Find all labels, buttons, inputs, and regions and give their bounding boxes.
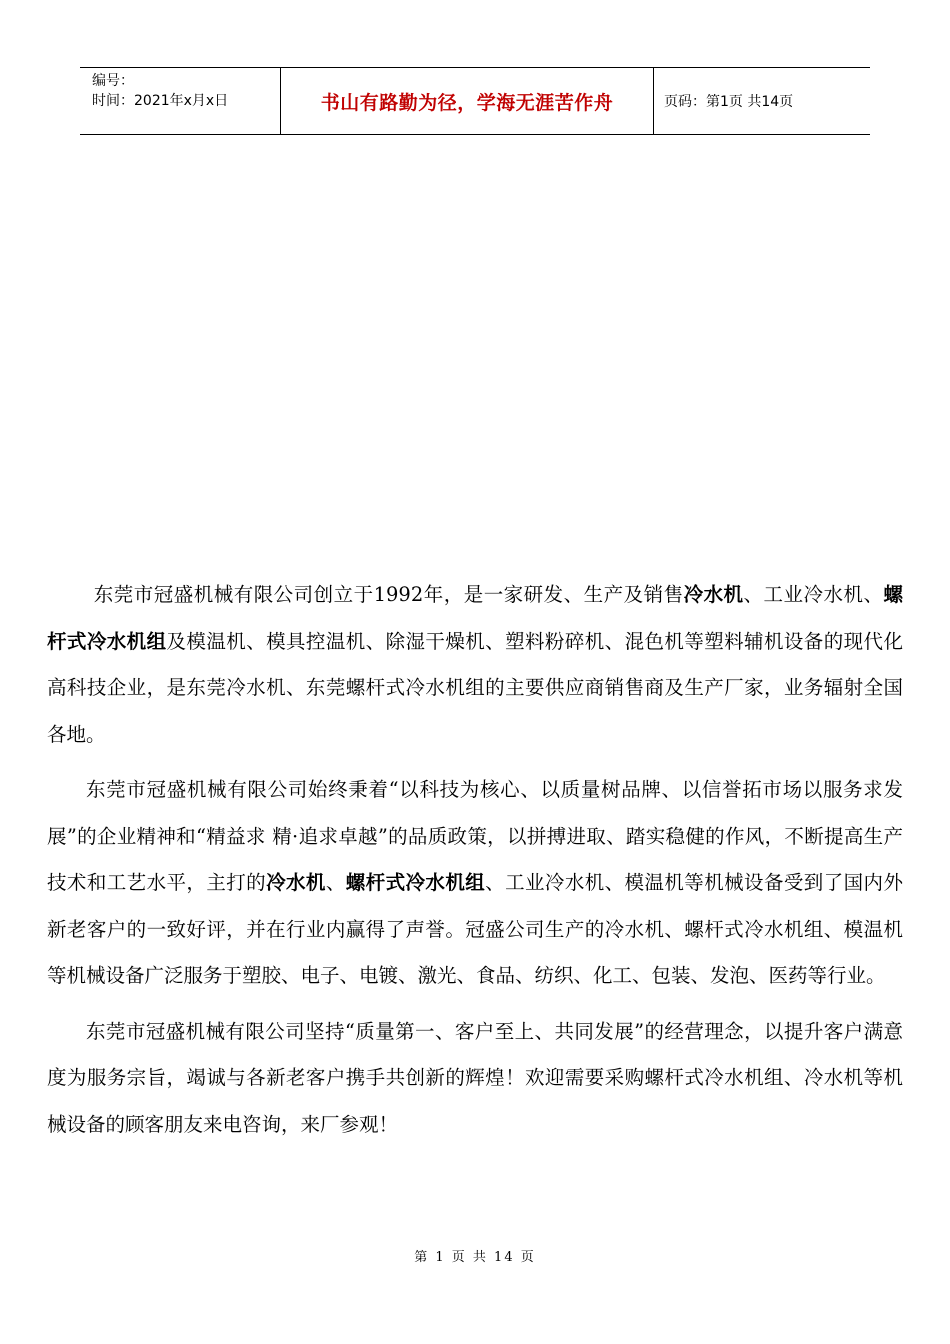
page-info: 页码：第1页 共14页 xyxy=(664,94,794,110)
document-body xyxy=(47,572,903,1157)
page-footer: 第 1 页 共 14 页 xyxy=(414,1250,536,1265)
motto-text: 书山有路勤为径，学海无涯苦作舟 xyxy=(320,91,614,114)
bold-keyword: 螺杆式冷水机组 xyxy=(47,583,903,653)
text-segment: 、工业冷水机、 xyxy=(743,583,884,606)
text-segment: 东莞市冠盛机械有限公司创立于1992年，是一家研发、生产及销售 xyxy=(93,583,684,606)
paragraph-2 xyxy=(47,767,903,1000)
date-label: 时间：2021年x月x日 xyxy=(92,93,229,109)
paragraph-1 xyxy=(47,572,903,758)
text-segment: 、 xyxy=(325,871,346,894)
paragraph-3 xyxy=(47,1009,903,1149)
serial-label: 编号： xyxy=(92,73,134,89)
header-table xyxy=(80,67,870,135)
text-segment: 及模温机、模具控温机、除湿干燥机、塑料粉碎机、混色机等塑料辅机设备的现代化高科技企业，是东莞冷水机、东莞螺杆式冷水机组的主要供应商销售商及生产厂家，业务辐射全国各地。 xyxy=(47,629,903,746)
bold-keyword: 冷水机 xyxy=(266,871,326,894)
header-page-cell xyxy=(654,68,870,134)
header-meta-cell xyxy=(80,68,281,134)
header-motto-cell xyxy=(281,68,654,134)
text-segment: 东莞市冠盛机械有限公司始终秉着“以科技为核心、以质量树品牌、以信誉拓市场以服务求发展”的企业精神和“精益求 精·追求卓越”的品质政策，以拼搏进取、踏实稳健的作风，不断提高生产技术和工艺水平，主打的 xyxy=(47,778,903,894)
bold-keyword: 冷水机 xyxy=(683,583,744,606)
bold-keyword: 螺杆式冷水机组 xyxy=(345,871,486,894)
text-segment: 东莞市冠盛机械有限公司坚持“质量第一、客户至上、共同发展”的经营理念，以提升客户满意度为服务宗旨，竭诚与各新老客户携手共创新的辉煌！欢迎需要采购螺杆式冷水机组、冷水机等机械设备的顾客朋友来电咨询，来厂参观！ xyxy=(47,1019,903,1136)
text-segment: 、工业冷水机、模温机等机械设备受到了国内外新老客户的一致好评，并在行业内赢得了声誉。冠盛公司生产的冷水机、螺杆式冷水机组、模温机等机械设备广泛服务于塑胶、电子、电镀、激光、食品、纺织、化工、包装、发泡、医药等行业。 xyxy=(47,871,903,987)
